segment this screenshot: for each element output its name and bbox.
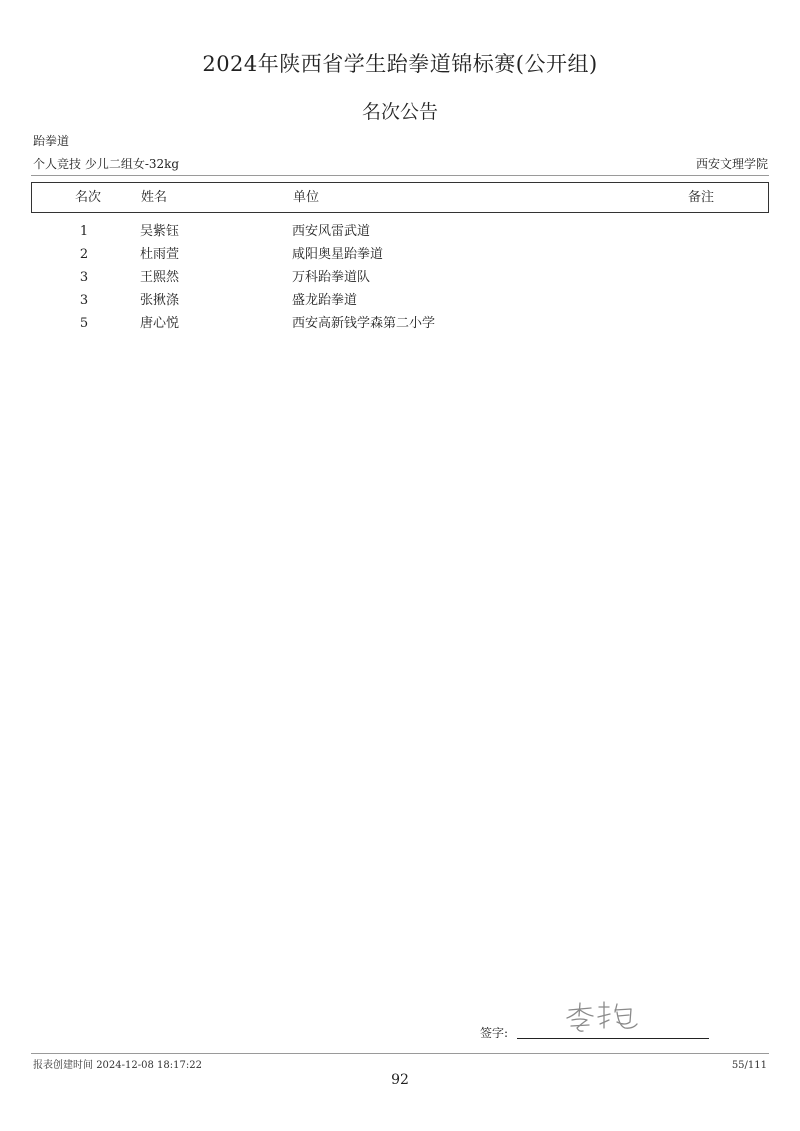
header-remark: 备注: [688, 190, 715, 205]
header-unit: 单位: [293, 190, 320, 205]
row-unit: 万科跆拳道队: [292, 270, 371, 285]
row-name: 唐心悦: [140, 316, 180, 331]
row-name: 王熙然: [140, 270, 180, 285]
created-time: 2024-12-08 18:17:22: [96, 1060, 202, 1071]
row-unit: 西安风雷武道: [292, 224, 371, 239]
sport-label: 跆拳道: [33, 134, 70, 148]
table-row: [31, 294, 769, 317]
row-name: 吴紫钰: [140, 224, 180, 239]
row-rank: 5: [79, 316, 89, 331]
venue-label: 西安文理学院: [695, 157, 768, 171]
page-info: 55/111: [731, 1060, 767, 1071]
row-rank: 1: [79, 224, 89, 239]
header-name: 姓名: [141, 190, 168, 205]
footer-divider: [31, 1053, 769, 1054]
document-title: 2024年陕西省学生跆拳道锦标赛(公开组): [202, 52, 598, 76]
document-subtitle: 名次公告: [361, 101, 438, 123]
row-unit: 西安高新钱学森第二小学: [292, 316, 436, 331]
report-created-time: [33, 1060, 202, 1072]
event-label: 个人竞技 少儿二组女-32kg: [33, 157, 180, 171]
signature-label: 签字:: [480, 1026, 509, 1040]
row-rank: 3: [79, 270, 89, 285]
header-rank: 名次: [75, 190, 102, 205]
handwritten-signature: [563, 998, 643, 1042]
row-unit: 咸阳奥星跆拳道: [292, 247, 384, 262]
page-number: 92: [391, 1072, 409, 1088]
row-unit: 盛龙跆拳道: [292, 293, 358, 308]
row-rank: 2: [79, 247, 89, 262]
row-name: 杜雨萱: [140, 247, 180, 262]
created-label: 报表创建时间: [33, 1060, 93, 1071]
row-name: 张揪涤: [140, 293, 180, 308]
table-row: [31, 248, 769, 271]
table-row: [31, 317, 769, 340]
row-rank: 3: [79, 293, 89, 308]
table-row: [31, 225, 769, 248]
header-divider: [31, 175, 769, 176]
signature-line: [517, 1038, 709, 1039]
table-row: [31, 271, 769, 294]
table-header: [31, 182, 769, 213]
